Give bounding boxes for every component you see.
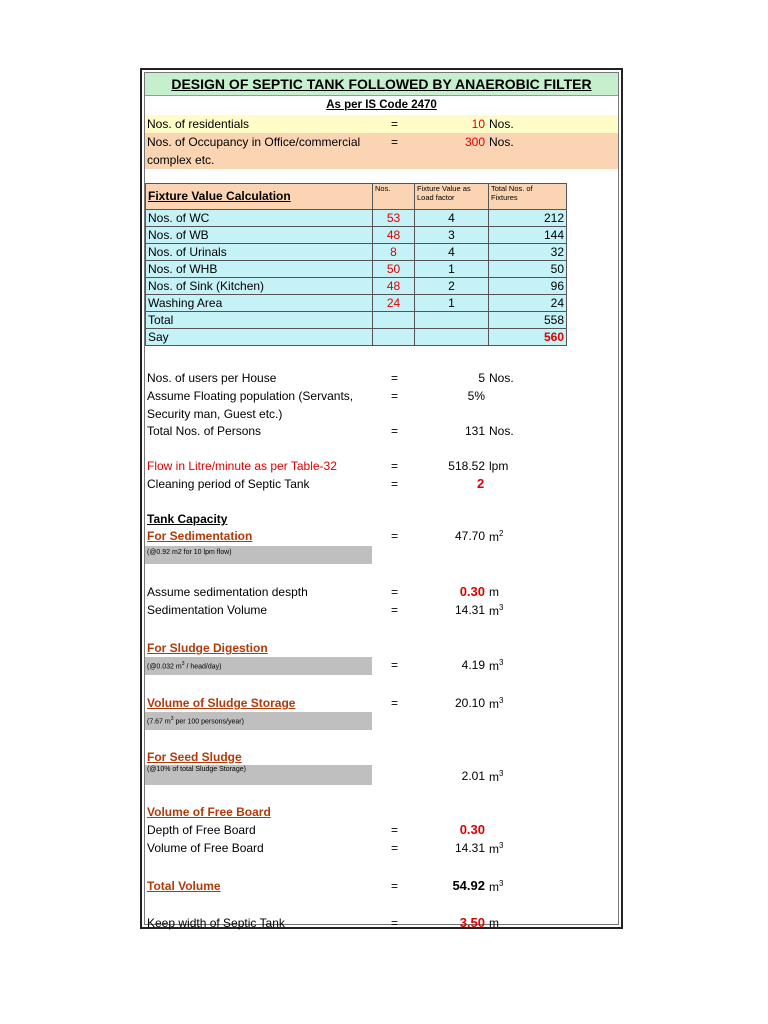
floating-label-1: Assume Floating population (Servants,	[147, 389, 354, 403]
equals-sign: =	[391, 916, 399, 930]
residentials-label: Nos. of residentials	[147, 117, 250, 131]
sludge-digestion-heading: For Sludge Digestion	[147, 641, 268, 655]
sed-depth-unit: m	[489, 585, 499, 599]
free-board-heading: Volume of Free Board	[147, 805, 271, 819]
fb-volume-label: Volume of Free Board	[147, 841, 264, 855]
table-row: Nos. of WB 48 3 144	[146, 227, 567, 244]
worksheet-body	[144, 72, 619, 930]
sedimentation-unit: $m^2$	[489, 529, 504, 544]
floating-value: 5%	[467, 389, 485, 403]
equals-sign: =	[391, 477, 399, 491]
equals-sign: =	[391, 658, 399, 672]
occupancy-unit: Nos.	[489, 135, 514, 149]
equals-sign: =	[391, 459, 399, 473]
fb-volume-unit: $m^3$	[489, 841, 504, 856]
col-fixture-value: Fixture Value as Load factor	[415, 184, 489, 210]
sed-volume-label: Sedimentation Volume	[147, 603, 268, 617]
total-volume-heading: Total Volume	[147, 879, 221, 893]
seed-sludge-note: (@10% of total Sludge Storage)	[145, 765, 372, 785]
fixture-table	[145, 183, 567, 346]
sedimentation-value: 47.70	[454, 529, 485, 543]
equals-sign: =	[391, 424, 399, 438]
equals-sign: =	[391, 841, 399, 855]
users-unit: Nos.	[489, 371, 514, 385]
sedimentation-heading: For Sedimentation	[147, 529, 253, 543]
sedimentation-note: (@0.92 m2 for 10 lpm flow)	[145, 546, 372, 564]
fb-depth-value: 0.30	[459, 822, 485, 837]
sheet-subtitle: As per IS Code 2470	[326, 99, 437, 111]
tank-capacity-heading: Tank Capacity	[147, 512, 228, 526]
total-value: 558	[489, 312, 567, 329]
occupancy-value: 300	[464, 135, 485, 149]
equals-sign: =	[391, 389, 399, 403]
sheet-title: DESIGN OF SEPTIC TANK FOLLOWED BY ANAEROBIC FILTER	[145, 73, 618, 96]
sed-volume-value: 14.31	[454, 603, 485, 617]
sludge-storage-value: 20.10	[454, 696, 485, 710]
table-row: Nos. of WC 53 4 212	[146, 210, 567, 227]
col-total-fixtures: Total Nos. of Fixtures	[489, 184, 567, 210]
table-row: Washing Area 24 1 24	[146, 295, 567, 312]
equals-sign: =	[391, 585, 399, 599]
sludge-digestion-unit: $m^3$	[489, 658, 504, 673]
seed-sludge-value: 2.01	[461, 769, 485, 783]
equals-sign: =	[391, 696, 399, 710]
persons-unit: Nos.	[489, 424, 514, 438]
say-row: Say 560	[146, 329, 567, 346]
table-row: Nos. of Sink (Kitchen) 48 2 96	[146, 278, 567, 295]
equals-sign: =	[391, 823, 399, 837]
persons-value: 131	[464, 424, 485, 438]
sed-volume-unit: $m^3$	[489, 603, 504, 618]
table-row: Nos. of WHB 50 1 50	[146, 261, 567, 278]
sludge-digestion-note: (@0.032 $m^3$ / head/day)	[145, 657, 372, 675]
residentials-value: 10	[471, 117, 485, 131]
equals-sign: =	[391, 117, 399, 131]
seed-sludge-unit: $m^3$	[489, 769, 504, 784]
flow-unit: lpm	[489, 459, 509, 473]
total-volume-value: 54.92	[452, 878, 485, 893]
occupancy-label-1: Nos. of Occupancy in Office/commercial	[147, 135, 361, 149]
cleaning-value: 2	[477, 476, 485, 491]
sludge-storage-unit: $m^3$	[489, 696, 504, 711]
sludge-digestion-value: 4.19	[461, 658, 485, 672]
occupancy-row	[145, 133, 618, 169]
users-label: Nos. of users per House	[147, 371, 277, 385]
worksheet	[140, 68, 623, 929]
persons-label: Total Nos. of Persons	[147, 424, 262, 438]
equals-sign: =	[391, 135, 399, 149]
users-value: 5	[478, 371, 485, 385]
sludge-storage-heading: Volume of Sludge Storage	[147, 696, 296, 710]
total-row: Total 558	[146, 312, 567, 329]
fb-volume-value: 14.31	[454, 841, 485, 855]
occupancy-label-2: complex etc.	[147, 153, 215, 167]
residentials-unit: Nos.	[489, 117, 514, 131]
seed-sludge-heading: For Seed Sludge	[147, 750, 242, 764]
sed-depth-label: Assume sedimentation despth	[147, 585, 308, 599]
residentials-row	[145, 115, 618, 133]
width-label: Keep width of Septic Tank	[147, 916, 285, 930]
equals-sign: =	[391, 603, 399, 617]
equals-sign: =	[391, 879, 399, 893]
flow-label: Flow in Litre/minute as per Table-32	[147, 459, 337, 473]
sed-depth-value: 0.30	[459, 584, 485, 599]
fixture-header-row	[146, 184, 567, 210]
table-row: Nos. of Urinals 8 4 32	[146, 244, 567, 261]
floating-label-2: Security man, Guest etc.)	[147, 407, 283, 421]
say-value: 560	[489, 329, 567, 346]
equals-sign: =	[391, 529, 399, 543]
total-volume-unit: $m^3$	[489, 879, 504, 894]
width-value: 3.50	[459, 915, 485, 930]
col-nos: Nos.	[373, 184, 415, 210]
fb-depth-label: Depth of Free Board	[147, 823, 256, 837]
equals-sign: =	[391, 371, 399, 385]
sludge-storage-note: (7.67 $m^3$ per 100 persons/year)	[145, 712, 372, 730]
fixture-heading: Fixture Value Calculation	[146, 184, 373, 210]
cleaning-label: Cleaning period of Septic Tank	[147, 477, 310, 491]
flow-value: 518.52	[448, 459, 485, 473]
width-unit: m	[489, 916, 499, 930]
